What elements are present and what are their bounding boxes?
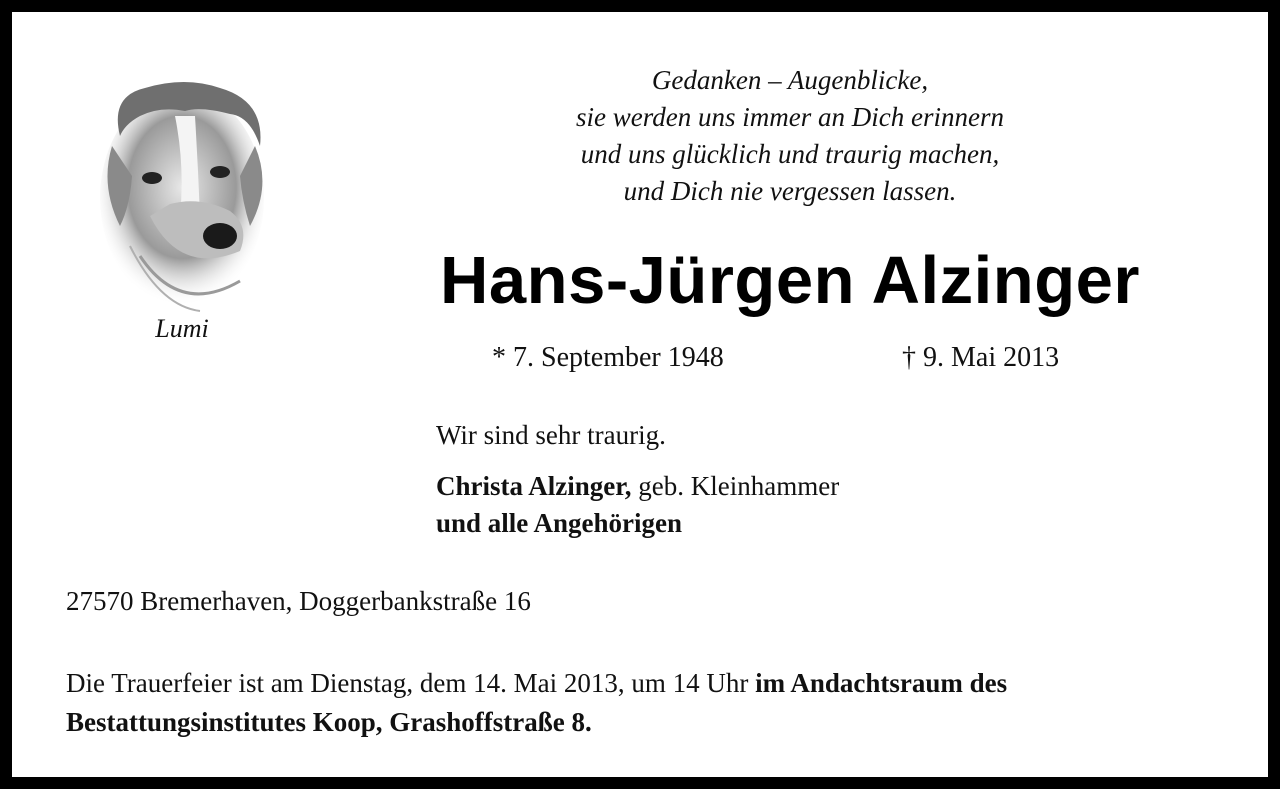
dog-portrait-image — [90, 76, 280, 326]
memorial-poem — [470, 62, 1110, 210]
ceremony-location: im Andachtsraum des Bestattungsinstitutes Koop, Grashoffstraße 8. — [66, 668, 1008, 737]
primary-mourner — [436, 468, 839, 505]
ceremony-notice — [66, 664, 1236, 742]
address: 27570 Bremerhaven, Doggerbankstraße 16 — [66, 586, 531, 616]
dog-caption: Lumi — [155, 314, 209, 343]
ceremony-text: Die Trauerfeier ist am Dienstag, dem 14. Mai 2013, um 14 Uhr — [66, 668, 756, 698]
mourning-statement: Wir sind sehr traurig. — [436, 420, 666, 450]
deceased-name: Hans-Jürgen Alzinger — [440, 243, 1140, 318]
poem-line: sie werden uns immer an Dich erinnern — [576, 102, 1004, 132]
primary-mourner-note: geb. Kleinhammer — [631, 471, 840, 501]
poem-line: Gedanken – Augenblicke, — [651, 65, 929, 95]
poem-line: und Dich nie vergessen lassen. — [623, 176, 957, 206]
other-mourners: und alle Angehörigen — [436, 508, 683, 538]
death-date: † 9. Mai 2013 — [902, 342, 1060, 373]
primary-mourner-name: Christa Alzinger, — [436, 471, 632, 501]
obituary-card — [12, 12, 1268, 777]
mourners-block — [436, 468, 839, 542]
birth-date: * 7. September 1948 — [492, 342, 724, 373]
poem-line: und uns glücklich und traurig machen, — [580, 139, 1000, 169]
